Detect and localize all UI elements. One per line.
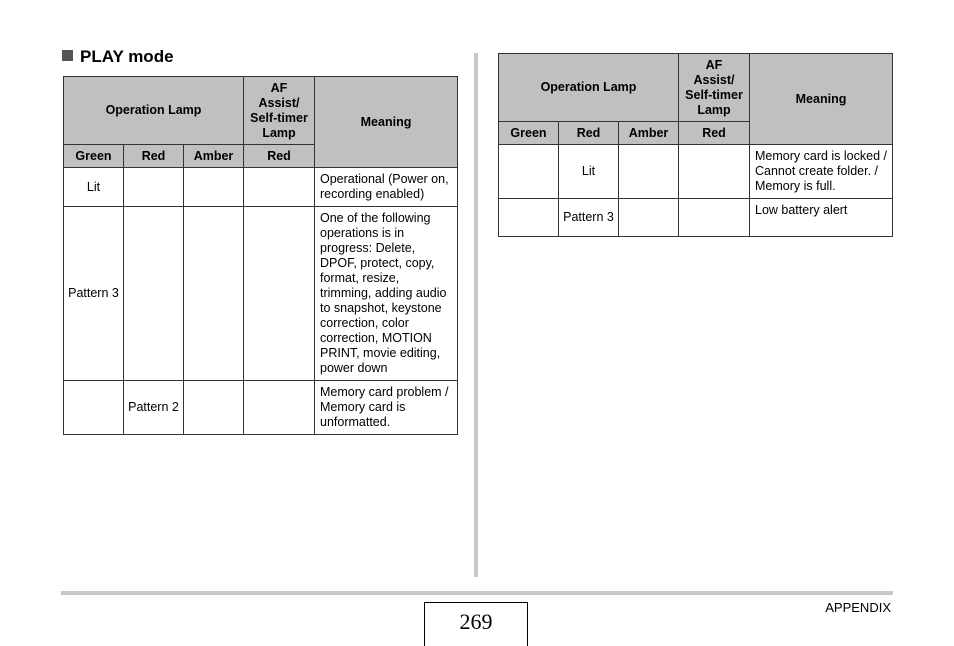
table-row xyxy=(64,207,458,381)
header-green: Green xyxy=(64,145,124,168)
header-red: Red xyxy=(559,122,619,145)
cell-amber xyxy=(184,168,244,207)
column-divider xyxy=(474,53,478,577)
cell-red: Pattern 2 xyxy=(124,381,184,435)
continued-lamp-table xyxy=(498,53,893,237)
table-row xyxy=(64,381,458,435)
square-bullet-icon xyxy=(62,50,73,61)
header-meaning: Meaning xyxy=(315,77,458,168)
cell-green: Pattern 3 xyxy=(64,207,124,381)
cell-af-red xyxy=(244,207,315,381)
header-meaning: Meaning xyxy=(750,54,893,145)
cell-green xyxy=(499,199,559,237)
header-amber: Amber xyxy=(184,145,244,168)
table-row xyxy=(499,199,893,237)
header-green: Green xyxy=(499,122,559,145)
section-title-text: PLAY mode xyxy=(80,47,174,66)
table-row xyxy=(499,145,893,199)
header-af-red: Red xyxy=(244,145,315,168)
cell-af-red xyxy=(679,145,750,199)
cell-af-red xyxy=(679,199,750,237)
cell-meaning: Low battery alert xyxy=(750,199,893,237)
cell-af-red xyxy=(244,381,315,435)
header-af-lamp: AF Assist/ Self-timer Lamp xyxy=(244,77,315,145)
cell-red: Lit xyxy=(559,145,619,199)
cell-green xyxy=(64,381,124,435)
cell-meaning: Operational (Power on, recording enabled) xyxy=(315,168,458,207)
header-amber: Amber xyxy=(619,122,679,145)
table-row xyxy=(64,168,458,207)
cell-amber xyxy=(184,207,244,381)
cell-amber xyxy=(619,145,679,199)
header-operation-lamp: Operation Lamp xyxy=(64,77,244,145)
header-operation-lamp: Operation Lamp xyxy=(499,54,679,122)
cell-red: Pattern 3 xyxy=(559,199,619,237)
play-mode-lamp-table xyxy=(63,76,458,435)
cell-meaning: Memory card problem / Memory card is unformatted. xyxy=(315,381,458,435)
footer-rule xyxy=(61,591,893,595)
header-af-lamp: AF Assist/ Self-timer Lamp xyxy=(679,54,750,122)
cell-red xyxy=(124,168,184,207)
cell-af-red xyxy=(244,168,315,207)
appendix-label: APPENDIX xyxy=(825,600,891,615)
section-title xyxy=(62,47,174,67)
header-red: Red xyxy=(124,145,184,168)
page-number: 269 xyxy=(424,602,528,646)
cell-green: Lit xyxy=(64,168,124,207)
cell-amber xyxy=(619,199,679,237)
cell-green xyxy=(499,145,559,199)
header-af-red: Red xyxy=(679,122,750,145)
cell-meaning: One of the following operations is in progress: Delete, DPOF, protect, copy, format, resize, trimming, adding audio to snapshot, keystone correction, color correction, MOTION PRINT, movie editing, power down xyxy=(315,207,458,381)
cell-meaning: Memory card is locked / Cannot create folder. / Memory is full. xyxy=(750,145,893,199)
cell-amber xyxy=(184,381,244,435)
cell-red xyxy=(124,207,184,381)
